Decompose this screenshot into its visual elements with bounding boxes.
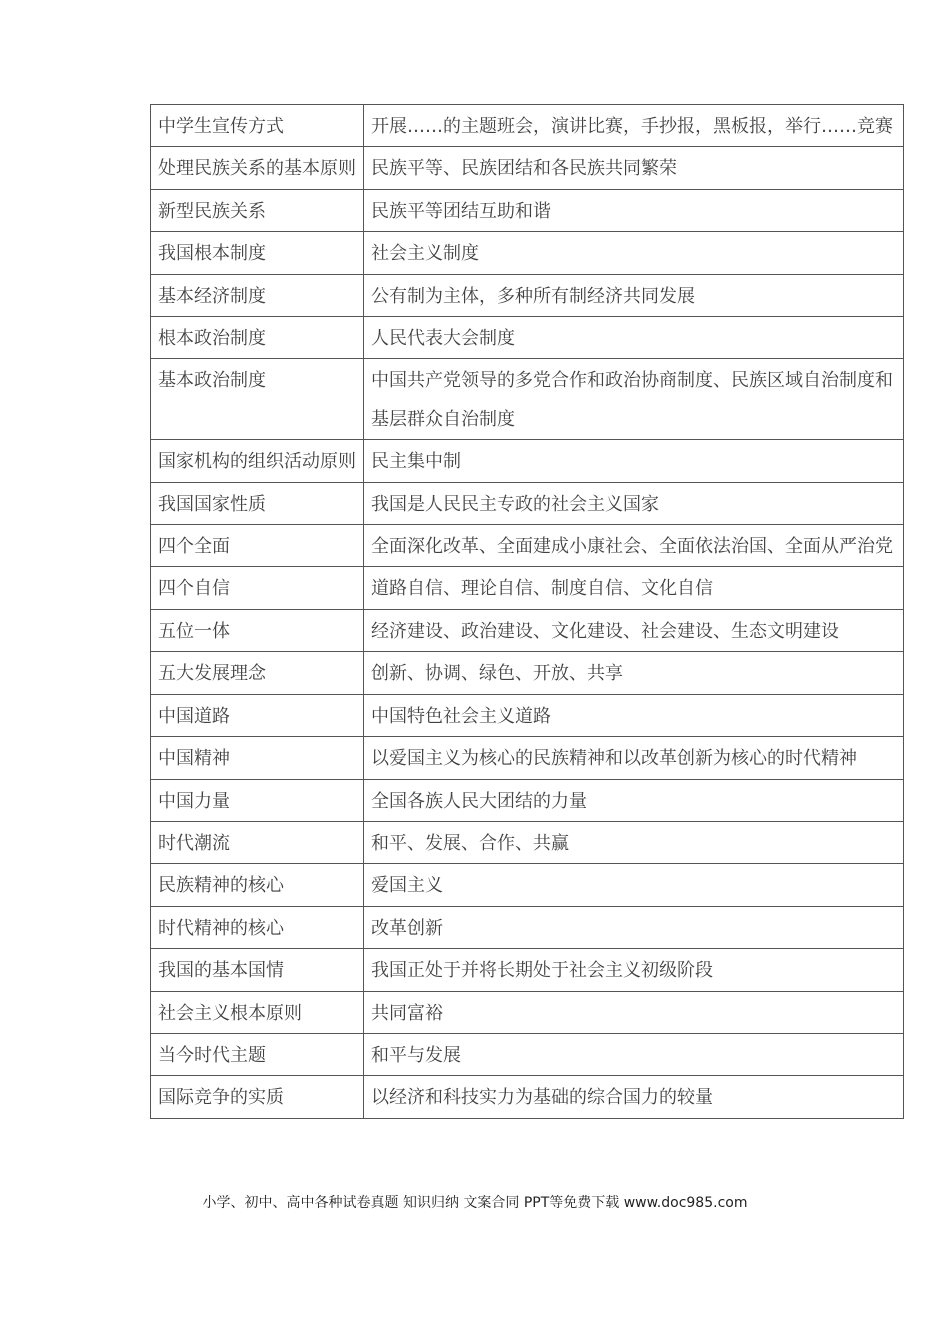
table-row [151,609,904,651]
meaning-cell: 和平与发展 [364,1033,904,1075]
meaning-cell: 中国共产党领导的多党合作和政治协商制度、民族区域自治制度和基层群众自治制度 [364,359,904,440]
meaning-cell: 民族平等、民族团结和各民族共同繁荣 [364,147,904,189]
term-cell: 基本政治制度 [151,359,364,440]
terms-table [150,104,904,1119]
term-cell: 时代精神的核心 [151,906,364,948]
terms-table-body [151,105,904,1119]
term-cell: 处理民族关系的基本原则 [151,147,364,189]
meaning-cell: 中国特色社会主义道路 [364,694,904,736]
meaning-cell: 和平、发展、合作、共赢 [364,821,904,863]
table-row [151,105,904,147]
table-row [151,482,904,524]
term-cell: 四个自信 [151,567,364,609]
meaning-cell: 社会主义制度 [364,232,904,274]
term-cell: 中国力量 [151,779,364,821]
table-row [151,906,904,948]
term-cell: 五位一体 [151,609,364,651]
meaning-cell: 民主集中制 [364,440,904,482]
meaning-cell: 我国正处于并将长期处于社会主义初级阶段 [364,949,904,991]
table-row [151,991,904,1033]
table-row [151,864,904,906]
table-row [151,274,904,316]
meaning-cell: 创新、协调、绿色、开放、共享 [364,652,904,694]
term-cell: 时代潮流 [151,821,364,863]
table-row [151,317,904,359]
meaning-cell: 共同富裕 [364,991,904,1033]
term-cell: 中国精神 [151,737,364,779]
footer-download-note: 小学、初中、高中各种试卷真题 知识归纳 文案合同 PPT等免费下载 www.doc985.com [202,1195,748,1211]
table-row [151,1076,904,1118]
table-row [151,1033,904,1075]
meaning-cell: 民族平等团结互助和谐 [364,189,904,231]
meaning-cell: 我国是人民民主专政的社会主义国家 [364,482,904,524]
table-row [151,652,904,694]
term-cell: 社会主义根本原则 [151,991,364,1033]
term-cell: 中国道路 [151,694,364,736]
meaning-cell: 开展……的主题班会，演讲比赛，手抄报，黑板报，举行……竞赛 [364,105,904,147]
meaning-cell: 道路自信、理论自信、制度自信、文化自信 [364,567,904,609]
term-cell: 国家机构的组织活动原则 [151,440,364,482]
table-row [151,189,904,231]
term-cell: 五大发展理念 [151,652,364,694]
term-cell: 四个全面 [151,525,364,567]
meaning-cell: 爱国主义 [364,864,904,906]
table-row [151,694,904,736]
table-row [151,525,904,567]
term-cell: 基本经济制度 [151,274,364,316]
meaning-cell: 以爱国主义为核心的民族精神和以改革创新为核心的时代精神 [364,737,904,779]
meaning-cell: 经济建设、政治建设、文化建设、社会建设、生态文明建设 [364,609,904,651]
meaning-cell: 全面深化改革、全面建成小康社会、全面依法治国、全面从严治党 [364,525,904,567]
table-row [151,359,904,440]
table-row [151,821,904,863]
term-cell: 新型民族关系 [151,189,364,231]
table-row [151,440,904,482]
table-row [151,779,904,821]
term-cell: 我国根本制度 [151,232,364,274]
table-row [151,737,904,779]
table-row [151,232,904,274]
term-cell: 中学生宣传方式 [151,105,364,147]
table-row [151,567,904,609]
term-cell: 我国国家性质 [151,482,364,524]
table-row [151,949,904,991]
meaning-cell: 公有制为主体，多种所有制经济共同发展 [364,274,904,316]
table-row [151,147,904,189]
term-cell: 根本政治制度 [151,317,364,359]
meaning-cell: 改革创新 [364,906,904,948]
term-cell: 当今时代主题 [151,1033,364,1075]
meaning-cell: 全国各族人民大团结的力量 [364,779,904,821]
term-cell: 民族精神的核心 [151,864,364,906]
meaning-cell: 人民代表大会制度 [364,317,904,359]
term-cell: 国际竞争的实质 [151,1076,364,1118]
term-cell: 我国的基本国情 [151,949,364,991]
meaning-cell: 以经济和科技实力为基础的综合国力的较量 [364,1076,904,1118]
